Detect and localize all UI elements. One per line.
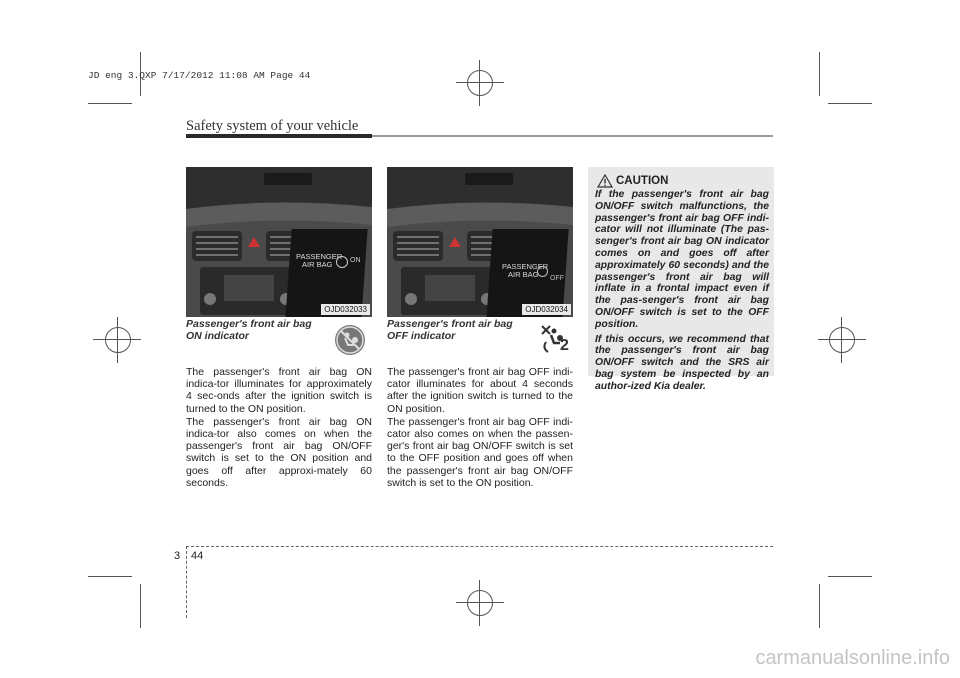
caution-box [588,167,774,392]
photo-code: OJD032034 [522,304,571,315]
footer-rule [186,546,773,547]
paragraph: The passenger's front air bag OFF indi-cator also comes on when the passen-ger's front air bag ON/OFF switch is set to the OFF position and goes off when the passenger's front air bag ON/OFF switch is set to the ON position. [387,415,573,489]
body-text-off [387,366,573,490]
page-number: 44 [191,550,204,562]
photo-code: OJD032033 [321,304,370,315]
caution-text [595,189,769,396]
indicator-number: 2 [560,337,569,354]
screen-text: PASSENGER AIR BAG [296,252,343,269]
screen-state: ON [350,257,361,264]
warning-triangle-icon [597,174,613,188]
airbag-off-indicator-icon [538,322,572,356]
screen-state: OFF [550,275,564,282]
print-slug: JD eng 3.QXP 7/17/2012 11:08 AM Page 44 [88,70,311,81]
airbag-icon [336,256,348,268]
caption-off: Passenger's front air bag OFF indicator [387,318,513,342]
paragraph: The passenger's front air bag ON indica-tor illuminates for approximately 4 sec-onds after the ignition switch is turned to the ON position. [186,366,372,415]
caution-paragraph: If this occurs, we recommend that the passenger's front air bag ON/OFF switch and the SRS air bag system be inspected by an author-ized Kia dealer. [595,333,769,392]
caution-paragraph: If the passenger's front air bag ON/OFF switch malfunctions, the passenger's front air bag OFF indi-cator will not illuminate (The pas-senger's front air bag ON indicator comes on and goes off after approximately 60 seconds) and the passenger's front air bag will inflate in a frontal impact even if the pas-senger's front air bag ON/OFF switch is set to the OFF position. [595,189,769,330]
screen-text: PASSENGER AIR BAG [502,262,549,279]
title-rule-light [372,135,773,137]
section-title: Safety system of your vehicle [186,118,359,134]
paragraph: The passenger's front air bag OFF indi-cator illuminates for about 4 seconds after the ignition switch is turned to the ON position. [387,366,573,415]
paragraph: The passenger's front air bag ON indica-tor also comes on when the passenger's front air bag ON/OFF switch is set to the ON position and goes off after approxi-mately 60 seconds. [186,415,372,489]
dashboard-photo-on [186,167,372,317]
caption-on: Passenger's front air bag ON indicator [186,318,312,342]
airbag-on-indicator-icon [335,325,365,355]
dashboard-photo-off [387,167,573,317]
title-rule-dark [186,134,372,138]
footer-rule-vertical [186,546,187,618]
body-text-on [186,366,372,490]
caution-heading: CAUTION [616,175,669,187]
chapter-number: 3 [174,550,181,562]
watermark: carmanualsonline.info [755,647,950,669]
airbag-icon [537,266,548,277]
